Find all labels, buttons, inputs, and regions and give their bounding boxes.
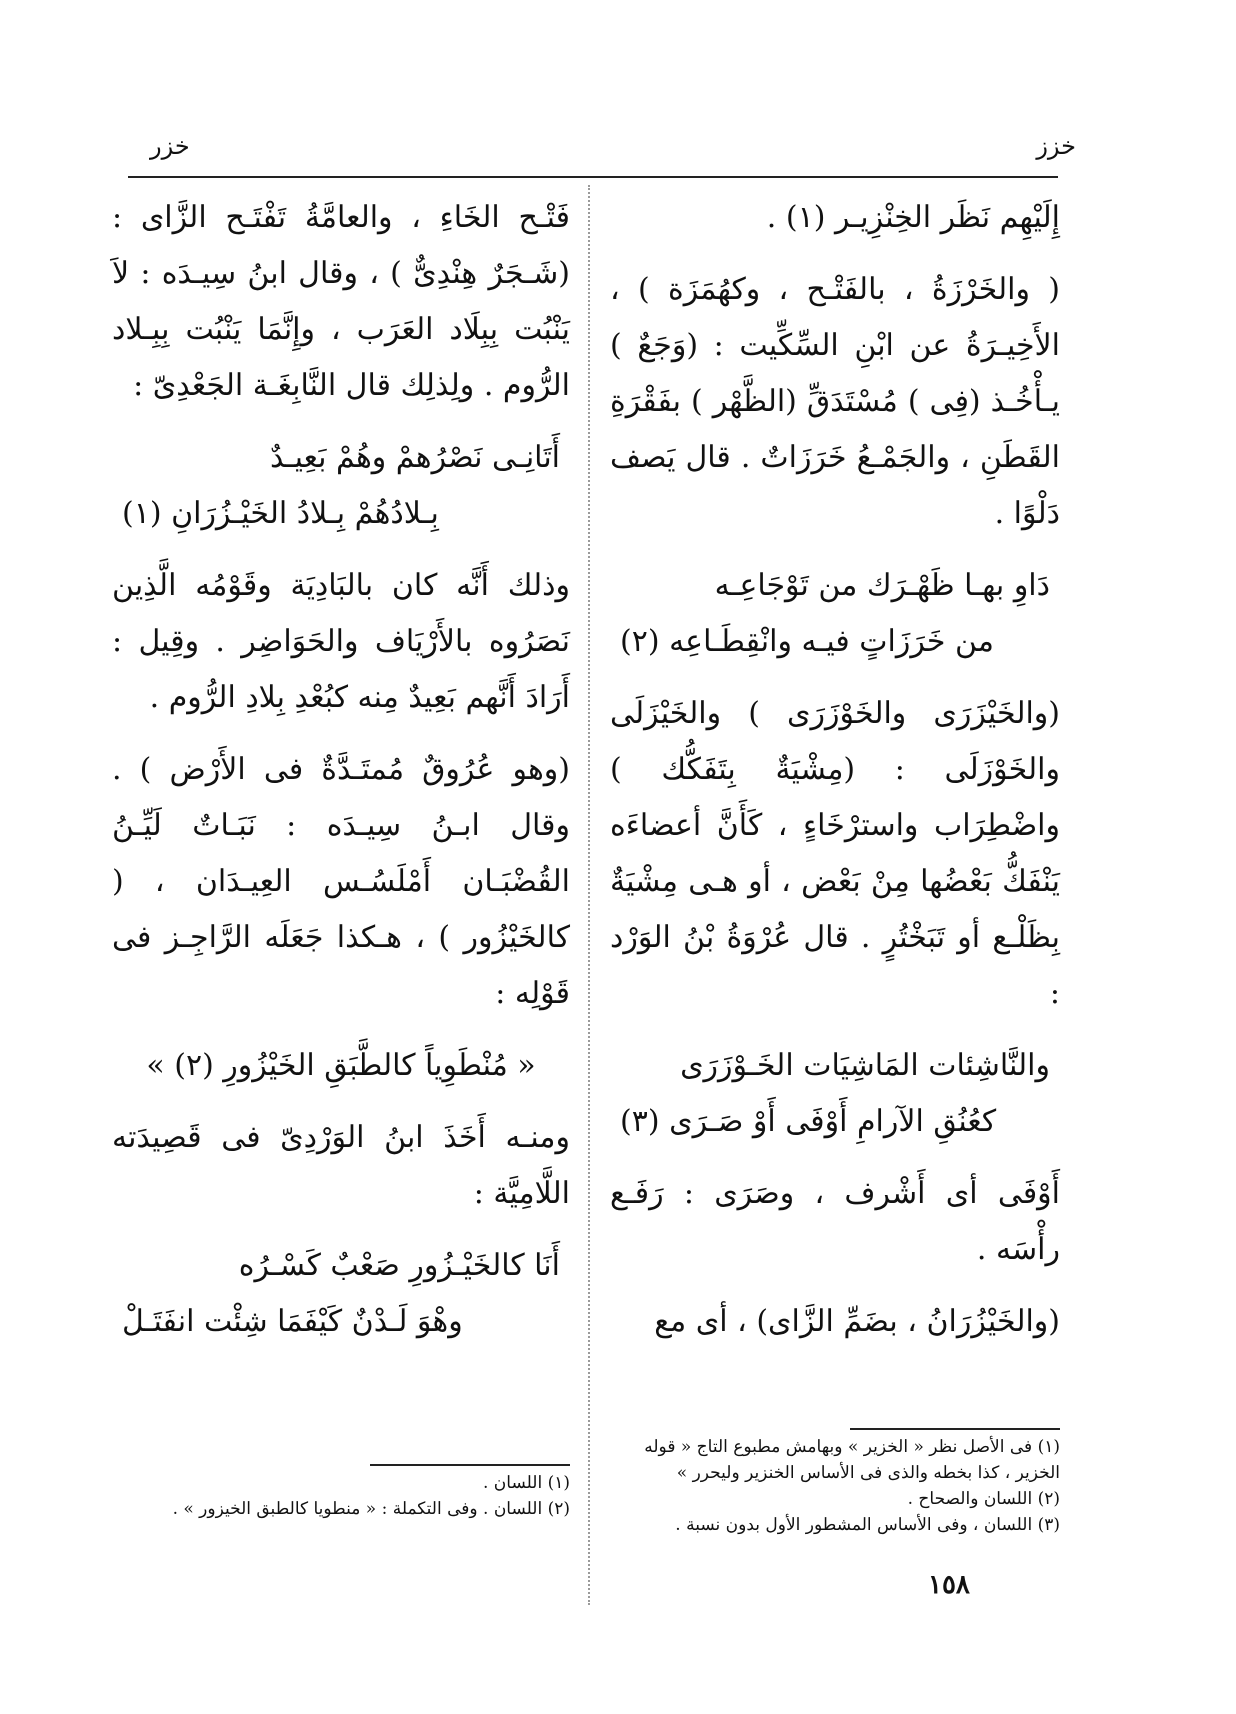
paragraph: وذلك أَنَّه كان بالبَادِيَة وقَوْمُه الَّذِين نَصَرُوه بالأَرْيَاف والحَوَاضِر . وقِيل : أَرَادَ أَنَّهم بَعِيدٌ مِنه كبُعْدِ بِلادِ الرُّوم .	[112, 568, 570, 715]
verse-hemistich: كعُنُقِ الآرامِ أَوْفَى أَوْ صَـرَى (٣)	[620, 1104, 997, 1139]
verse	[610, 558, 1060, 670]
footnote: (٣) اللسان ، وفى الأساس المشطور الأول بدون نسبة .	[675, 1515, 1060, 1535]
footnote: (١) فى الأصل نظر « الخزير » وبهامش مطبوع التاج « قوله الخزير ، كذا بخطه والذى فى الأساس الخنزير وليحرر »	[644, 1437, 1060, 1483]
footnote: (١) اللسان .	[483, 1473, 570, 1493]
right-footnotes	[610, 1422, 1060, 1538]
header-rule	[128, 176, 1058, 178]
left-footnotes	[112, 1458, 570, 1522]
footnote: (٢) اللسان والصحاح .	[907, 1489, 1060, 1509]
paragraph: (والخَيْزَرَى والخَوْزَرَى ) والخَيْزَلَى والخَوْزَلَى : (مِشْيَةٌ بِتَفَكُّك ) واضْطِرَاب واسترْخَاءٍ ، كَأَنَّ أعضاءَه يَنْفَكُّ بَعْضُها مِنْ بَعْض ، أو هـى مِشْيَةٌ بِظَلْـع أو تَبَخْتُرٍ . قال عُرْوَةُ بْنُ الوَرْد :	[610, 696, 1060, 1011]
verse	[112, 1238, 570, 1350]
running-head-right: خزز	[1036, 132, 1076, 160]
paragraph: (والخَيْزُرَانُ ، بضَمِّ الزَّاى) ، أى مع	[654, 1304, 1060, 1339]
verse-hemistich: وهْوَ لَـدْنٌ كَيْفَمَا شِئْت انفَتَـلْ	[122, 1304, 463, 1339]
paragraph: إِلَيْهِم نَظَر الخِنْزِيـر (١) .	[766, 200, 1060, 235]
paragraph: ( والخَرْزَةُ ، بالفَتْـح ، وكهُمَزَة ) ، الأَخِيـرَةُ عن ابْنِ السِّكِّيت : (وَجَعٌ ) يـأْخُـذ (فِى ) مُسْتَدَقِّ (الظَّهْر ) بفَقْرَةِ القَطَنِ ، والجَمْـعُ خَرَزَاتٌ . قال يَصف دَلْوًا .	[610, 272, 1060, 531]
verse	[610, 1038, 1060, 1150]
paragraph: أَوْفَى أى أَشْرف ، وصَرَى : رَفَـع رأْسَه .	[610, 1176, 1060, 1267]
running-head-left: خزر	[150, 132, 190, 160]
left-column	[112, 190, 570, 1366]
verse	[112, 1038, 570, 1094]
verse	[112, 430, 570, 542]
verse-hemistich: دَاوِ بهـا ظَهْـرَك من تَوْجَاعِـه	[714, 568, 1050, 603]
paragraph: ومنـه أَخَذَ ابنُ الوَرْدِىّ فى قَصِيدَته اللَّامِيَّة :	[112, 1120, 570, 1211]
right-column	[610, 190, 1060, 1366]
verse-hemistich: أَنَا كالخَيْـزُورِ صَعْبٌ كَسْـرُه	[238, 1248, 560, 1283]
verse-hemistich: أَتَانِـى نَصْرُهمْ وهُمْ بَعِيـدٌ	[270, 440, 560, 475]
verse-hemistich: من خَرَزَاتٍ فيـه وانْقِطَـاعِه (٢)	[620, 624, 994, 659]
paragraph: (وهو عُرُوقٌ مُمتَـدَّةٌ فى الأَرْض ) . وقال ابـنُ سِيـدَه : نَبَـاتٌ لَيِّـنُ القُضْبَـان أَمْلَسُـس العِيـدَان ، ( كالخَيْزُور ) ، هـكذا جَعَلَه الرَّاجِـز فى قَوْلِه :	[112, 752, 570, 1011]
paragraph: فَتْـح الخَاءِ ، والعامَّةُ تَفْتَـح الزَّاى : (شَـجَرٌ هِنْدِىٌّ ) ، وقال ابنُ سِيـدَه : لاَ يَنْبُت بِبِلَاد العَرَب ، وإِنَّمَا يَنْبُت بِبِـلاد الرُّوم . ولِذلِك قال النَّابِغَـة الجَعْدِىّ :	[112, 200, 570, 403]
verse-hemistich: « مُنْطَوِياً كالطَّبَقِ الخَيْزُورِ (٢) »	[146, 1048, 536, 1083]
verse-hemistich: بِـلادُهُمْ بِـلادُ الخَيْـزُرَانِ (١)	[122, 496, 439, 531]
column-divider	[588, 185, 590, 1605]
footnote-rule	[850, 1428, 1060, 1430]
verse-hemistich: والنَّاشِئات المَاشِيَات الخَـوْزَرَى	[680, 1048, 1050, 1083]
footnote-rule	[370, 1464, 570, 1466]
page-number: ١٥٨	[928, 1570, 970, 1600]
footnote: (٢) اللسان . وفى التكملة : « منطويا كالطبق الخيزور » .	[172, 1499, 570, 1519]
